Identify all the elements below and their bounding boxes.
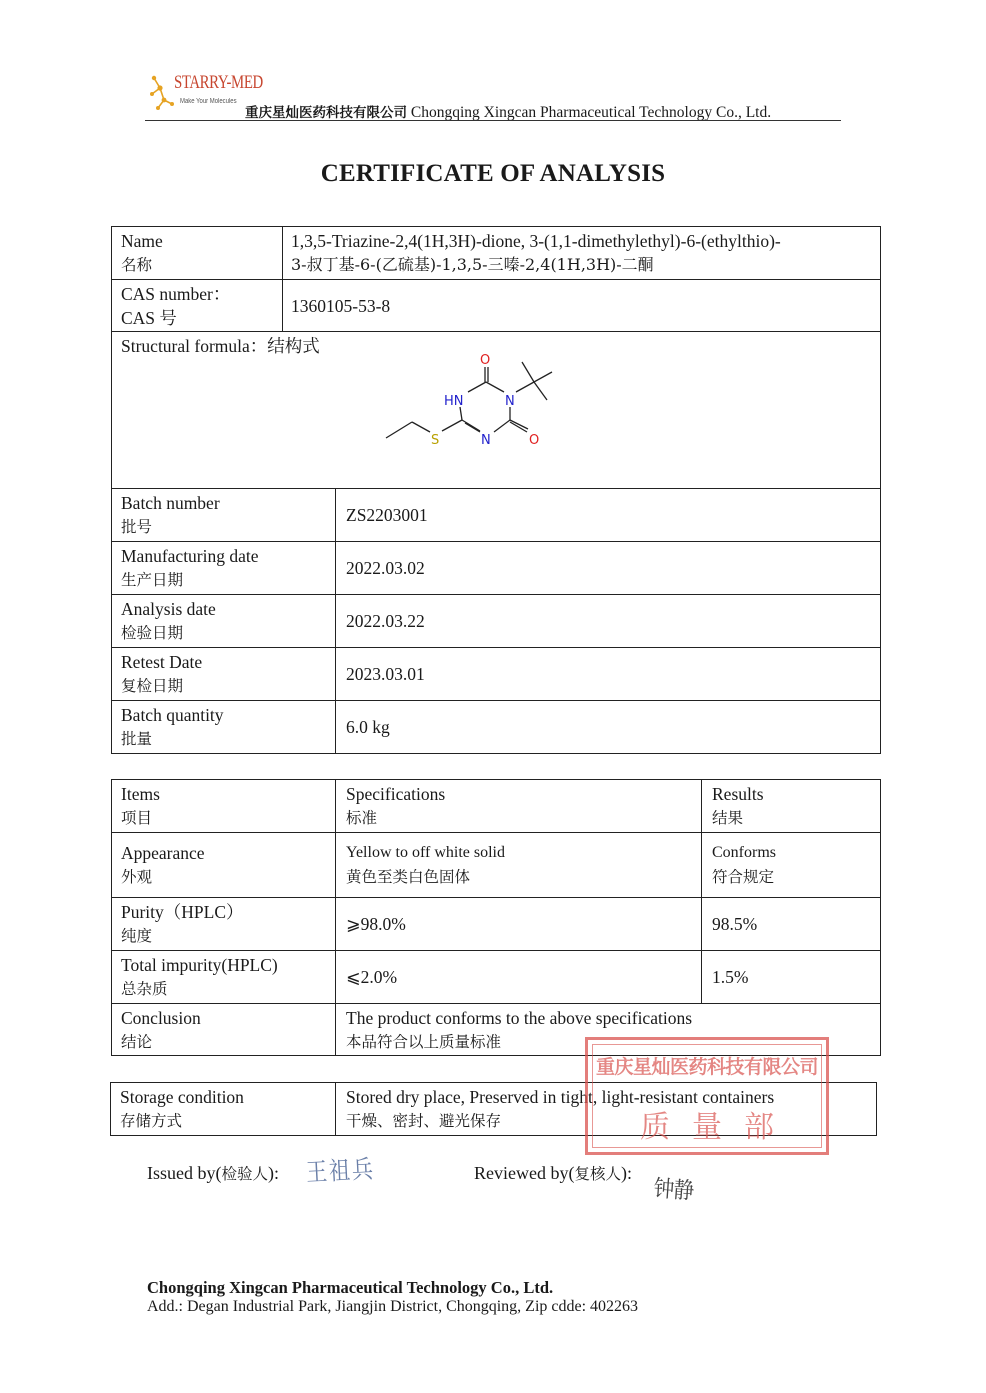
batch-label-cn: 复检日期 — [121, 677, 184, 695]
issued-by-en: Issued by( — [147, 1163, 222, 1183]
batch-label-en: Analysis date — [121, 599, 216, 619]
header-specs-en: Specifications — [346, 784, 446, 804]
name-value-cn: 3-叔丁基-6-(乙硫基)-1,3,5-三嗪-2,4(1H,3H)-二酮 — [291, 255, 654, 274]
batch-info-table — [111, 488, 881, 754]
batch-row — [112, 489, 881, 542]
batch-label — [112, 542, 336, 595]
atom-n-right: N — [505, 394, 515, 409]
batch-label — [112, 701, 336, 754]
test-result-en: Conforms — [712, 844, 776, 861]
storage-row — [111, 1083, 877, 1136]
storage-label — [111, 1083, 336, 1136]
header-results-cn: 结果 — [712, 809, 744, 827]
test-item-cn: 纯度 — [121, 927, 153, 945]
header-specs-cn: 标准 — [346, 809, 378, 827]
test-row — [112, 833, 881, 898]
test-item-cn: 总杂质 — [121, 980, 168, 998]
atom-s: S — [431, 433, 440, 448]
atom-n-bottom: N — [481, 433, 491, 448]
storage-label-cn: 存储方式 — [120, 1112, 183, 1130]
atom-o-top: O — [480, 353, 491, 368]
page-title: CERTIFICATE OF ANALYSIS — [320, 160, 666, 187]
test-spec-cn: 黄色至类白色固体 — [346, 868, 471, 886]
atom-o-right: O — [529, 433, 540, 448]
header-results-en: Results — [712, 784, 764, 804]
batch-value: 2022.03.02 — [336, 542, 881, 595]
name-row — [112, 227, 881, 280]
batch-value: ZS2203001 — [336, 489, 881, 542]
header-company-cn: 重庆星灿医药科技有限公司 — [245, 105, 407, 121]
product-table — [111, 226, 881, 489]
footer-company: Chongqing Xingcan Pharmaceutical Technology Co., Ltd. — [147, 1278, 554, 1297]
cas-label-cn: CAS 号 — [121, 307, 177, 328]
header-company-en: Chongqing Xingcan Pharmaceutical Technology Co., Ltd. — [410, 104, 772, 121]
batch-label-en: Batch quantity — [121, 705, 224, 725]
header-items-cn: 项目 — [121, 809, 153, 827]
footer-address: Add.: Degan Industrial Park, Jiangjin District, Chongqing, Zip cdde: 402263 — [147, 1298, 639, 1315]
conclusion-label — [112, 1004, 336, 1056]
tests-table — [111, 779, 881, 1056]
storage-label-en: Storage condition — [120, 1087, 244, 1107]
issued-by-end: ): — [268, 1163, 280, 1183]
test-spec-en: Yellow to off white solid — [346, 844, 505, 861]
header-items-en: Items — [121, 784, 160, 804]
test-item-en: Appearance — [121, 843, 205, 863]
test-item — [112, 951, 336, 1004]
batch-value: 2022.03.22 — [336, 595, 881, 648]
logo-tagline: Make Your Molecules — [180, 98, 237, 105]
atom-hn: HN — [444, 394, 464, 409]
issued-by-cn: 检验人 — [221, 1165, 269, 1183]
reviewed-by-label — [474, 1162, 632, 1184]
structure-cell — [112, 332, 881, 489]
batch-value: 6.0 kg — [336, 701, 881, 754]
batch-row — [112, 648, 881, 701]
header-specs — [336, 780, 702, 833]
header-company — [245, 101, 771, 122]
reviewed-by-en: Reviewed by( — [474, 1163, 575, 1183]
test-result — [702, 833, 881, 898]
test-spec: ⩽2.0% — [336, 951, 702, 1004]
storage-value-en: Stored dry place, Preserved in tight, light-resistant containers — [346, 1087, 775, 1107]
conclusion-label-en: Conclusion — [121, 1007, 201, 1028]
stamp-line2: 质量部 — [640, 1110, 796, 1145]
test-spec — [336, 833, 702, 898]
reviewed-by-signature: 钟静 — [652, 1175, 695, 1205]
storage-value-cn: 干燥、密封、避光保存 — [346, 1112, 502, 1130]
reviewed-by-end: ): — [620, 1163, 632, 1183]
batch-label-cn: 生产日期 — [121, 571, 184, 589]
batch-label-en: Batch number — [121, 493, 220, 513]
name-label-en: Name — [121, 231, 163, 251]
issued-by-label — [147, 1162, 279, 1184]
test-item-en: Purity（HPLC） — [121, 902, 244, 922]
batch-label-en: Retest Date — [121, 652, 203, 672]
storage-value — [336, 1083, 877, 1136]
test-spec: ⩾98.0% — [336, 898, 702, 951]
conclusion-label-cn: 结论 — [121, 1032, 153, 1051]
batch-row — [112, 542, 881, 595]
conclusion-value-en: The product conforms to the above specifications — [346, 1007, 693, 1028]
header-results — [702, 780, 881, 833]
stamp-line1: 重庆星灿医药科技有限公司 — [595, 1056, 818, 1078]
batch-label-cn: 检验日期 — [121, 624, 184, 642]
batch-label-en: Manufacturing date — [121, 546, 259, 566]
batch-label — [112, 595, 336, 648]
batch-row — [112, 701, 881, 754]
test-result: 98.5% — [702, 898, 881, 951]
header-items — [112, 780, 336, 833]
test-item — [112, 833, 336, 898]
structure-row — [112, 332, 881, 489]
structural-formula-diagram — [382, 352, 582, 462]
conclusion-value — [336, 1004, 881, 1056]
conclusion-value-cn: 本品符合以上质量标准 — [346, 1032, 502, 1051]
logo-wordmark: STARRY-MED — [174, 72, 263, 93]
test-row — [112, 951, 881, 1004]
cas-label-en: CAS number： — [121, 283, 231, 304]
batch-row — [112, 595, 881, 648]
name-value — [283, 227, 881, 280]
test-result: 1.5% — [702, 951, 881, 1004]
conclusion-row — [112, 1004, 881, 1056]
cas-row — [112, 280, 881, 332]
batch-label — [112, 648, 336, 701]
cas-value: 1360105-53-8 — [283, 280, 881, 332]
test-item-en: Total impurity(HPLC) — [121, 955, 278, 975]
structure-label: Structural formula：结构式 — [121, 336, 320, 356]
batch-label-cn: 批号 — [121, 518, 153, 536]
test-result-cn: 符合规定 — [712, 868, 775, 886]
name-label — [112, 227, 283, 280]
cas-label — [112, 280, 283, 332]
batch-label-cn: 批量 — [121, 730, 153, 748]
name-label-cn: 名称 — [121, 256, 153, 274]
test-item — [112, 898, 336, 951]
header-divider — [145, 120, 841, 121]
batch-label — [112, 489, 336, 542]
batch-value: 2023.03.01 — [336, 648, 881, 701]
test-row — [112, 898, 881, 951]
name-value-en: 1,3,5-Triazine-2,4(1H,3H)-dione, 3-(1,1-dimethylethyl)-6-(ethylthio)- — [291, 231, 781, 251]
reviewed-by-cn: 复核人 — [574, 1165, 621, 1183]
test-item-cn: 外观 — [121, 868, 153, 886]
issued-by-signature: 王祖兵 — [305, 1154, 376, 1187]
tests-header-row — [112, 780, 881, 833]
storage-table — [110, 1082, 877, 1136]
